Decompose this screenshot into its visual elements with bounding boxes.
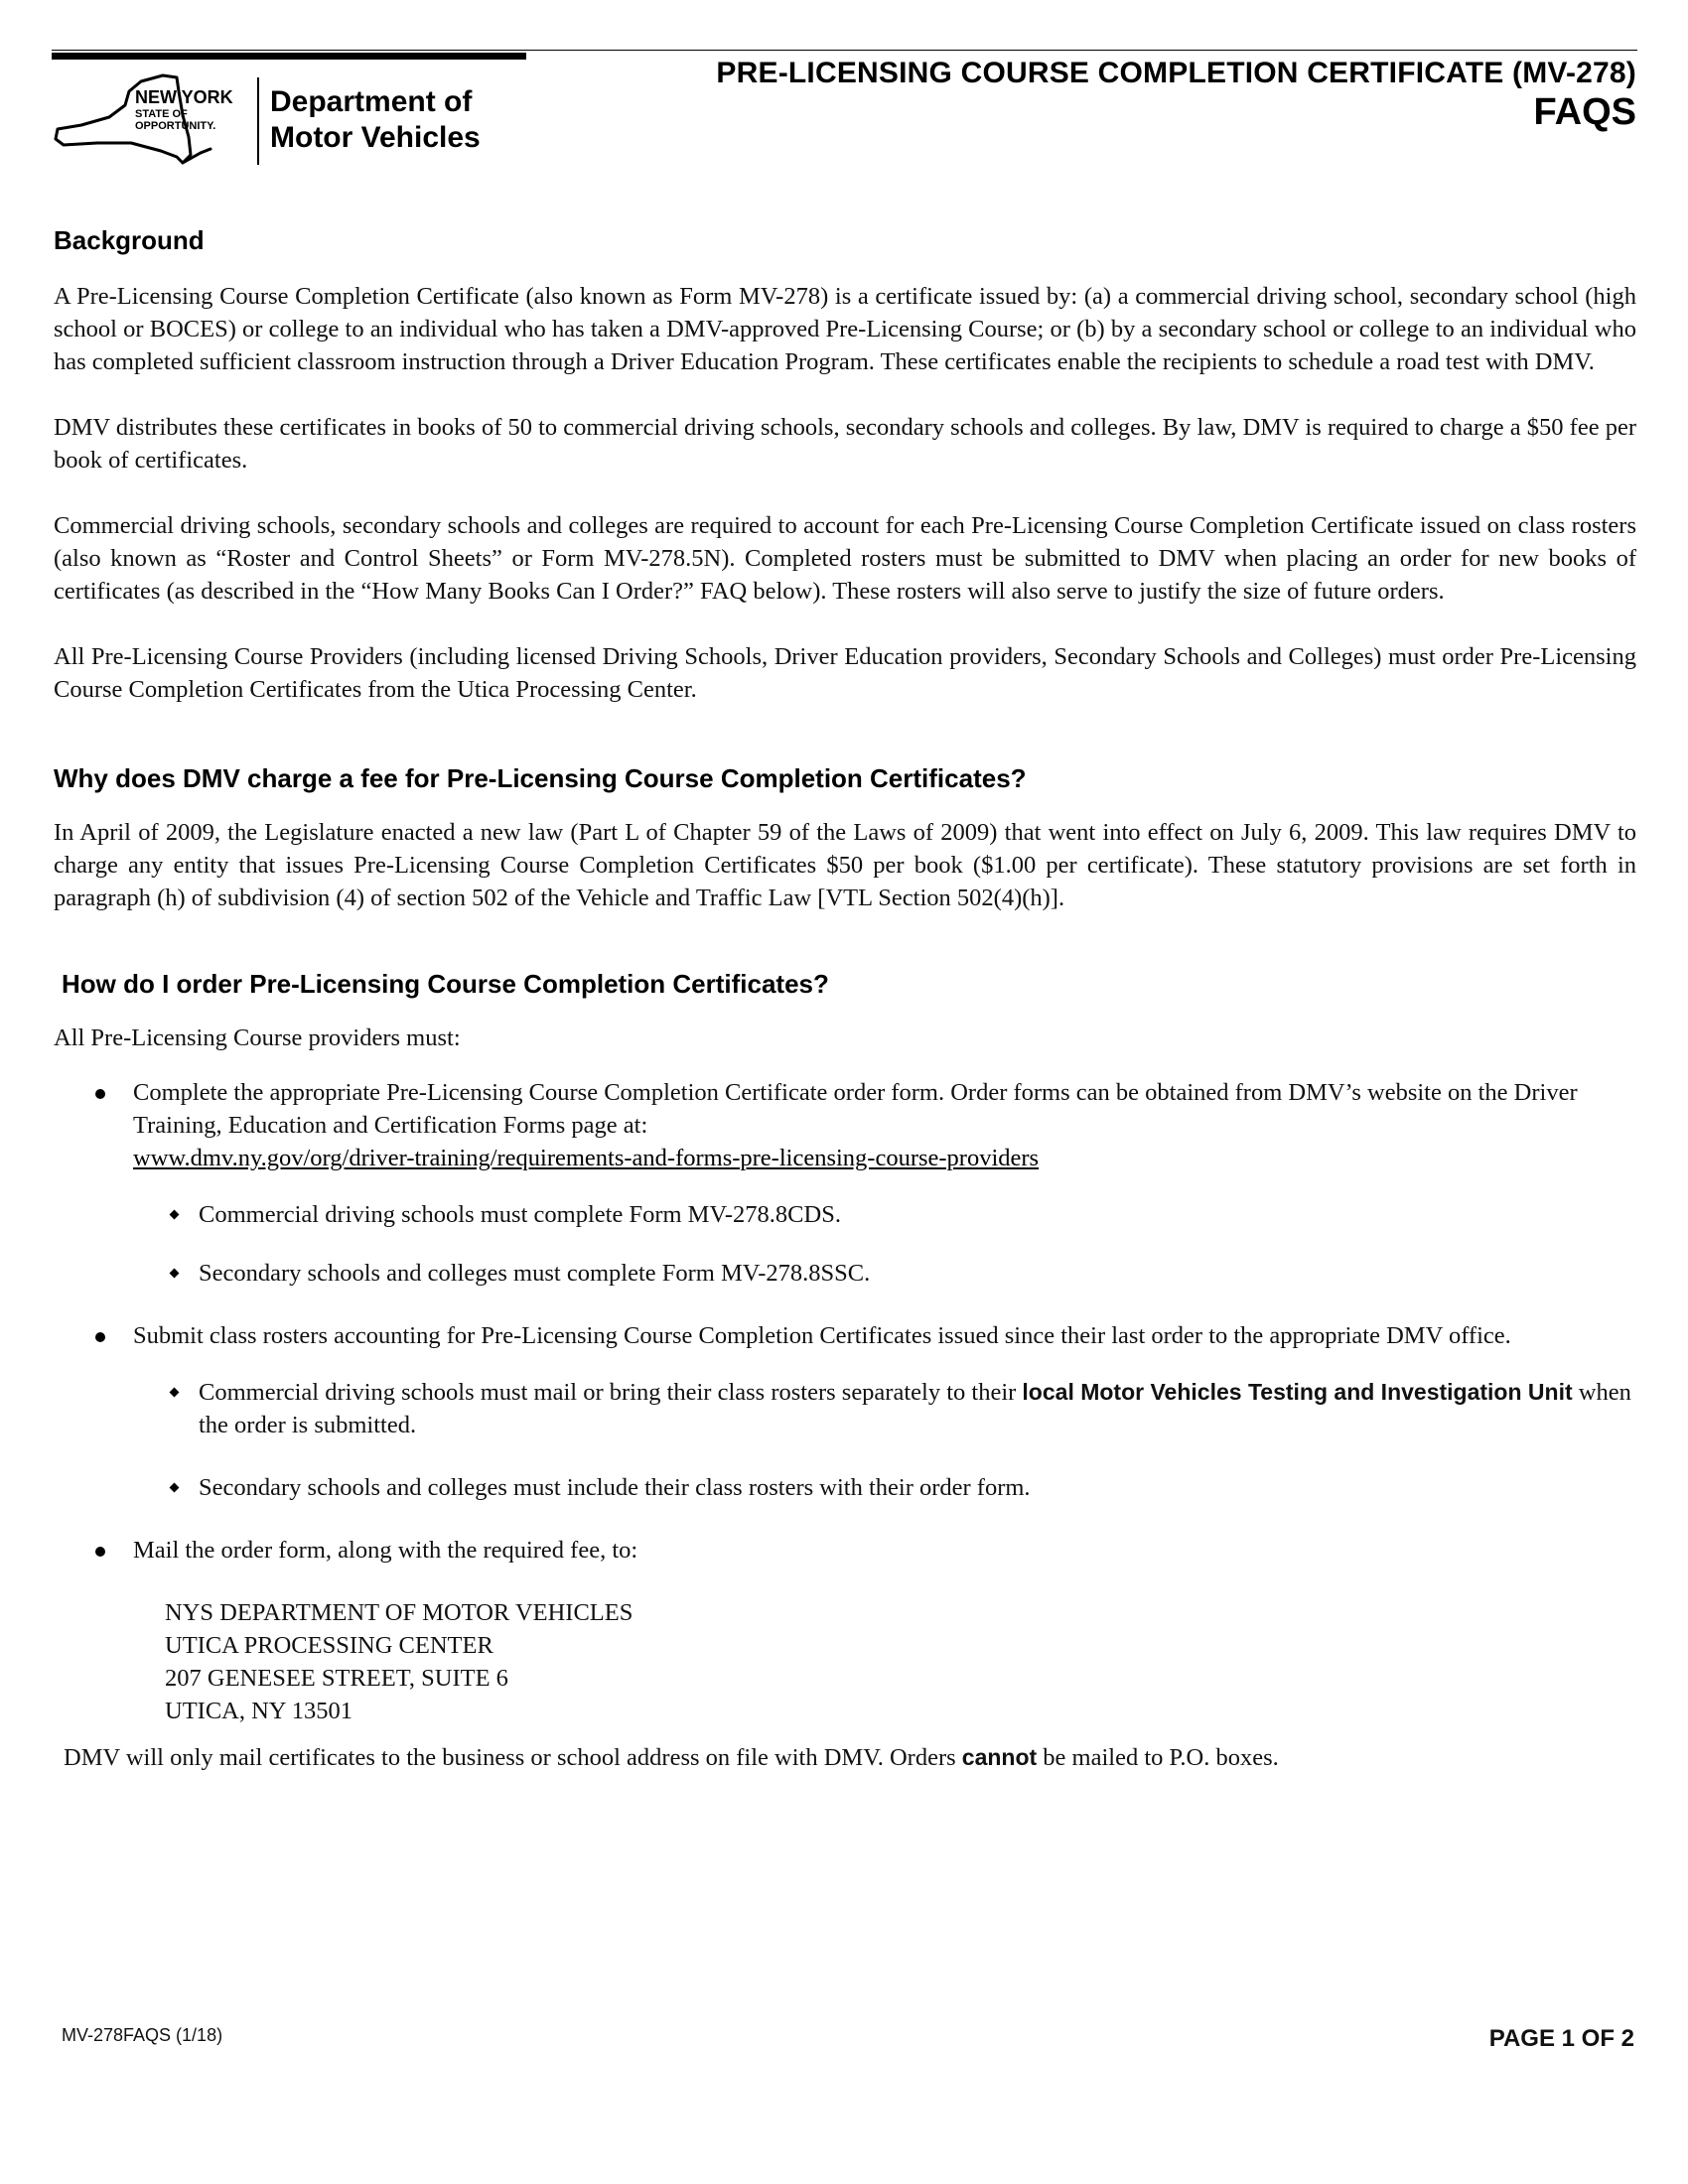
order-step-3-text: Mail the order form, along with the required fee, to: — [133, 1537, 638, 1564]
background-heading: Background — [54, 225, 205, 255]
logo-divider — [257, 77, 259, 165]
page-number: PAGE 1 OF 2 — [1488, 2025, 1634, 2052]
order-heading: How do I order Pre-Licensing Course Completion Certificates? — [62, 969, 829, 999]
order-step-1-text: Complete the appropriate Pre-Licensing Course Completion Certificate order form. Order forms can be obtained from DMV’s website on the Driver Training, Education and Certification Forms page at: — [133, 1079, 1578, 1139]
order-step-2-text: Submit class rosters accounting for Pre-Licensing Course Completion Certificates issued since their last order to the appropriate DMV office. — [133, 1322, 1511, 1349]
roster-instructions-list — [133, 1376, 1636, 1504]
document-body — [54, 224, 1636, 1774]
diamond-bullet-icon — [170, 1388, 180, 1398]
logo-state-line3: OPPORTUNITY. — [135, 120, 216, 132]
header-accent-bar — [52, 53, 526, 60]
order-intro: All Pre-Licensing Course providers must: — [54, 1024, 461, 1051]
document-title-block — [716, 56, 1636, 133]
form-type-list — [133, 1198, 1636, 1290]
bullet-icon — [95, 1547, 105, 1557]
order-step-mail-form — [54, 1534, 1636, 1567]
logo-state-line2: STATE OF — [135, 108, 188, 120]
form-cds-item: Commercial driving schools must complete Form MV-278.8CDS. — [133, 1198, 1636, 1231]
order-steps-list — [54, 1076, 1636, 1567]
document-subtitle: FAQS — [1533, 91, 1636, 133]
fee-paragraph: In April of 2009, the Legislature enacted a new law (Part L of Chapter 59 of the Laws of 2009) that went into effect on July 6, 2009. This law requires DMV to charge any entity that issues Pre-Licensing Course Completion Certificates $50 per book ($1.00 per certificate). These statutory provisions are set forth in paragraph (h) of subdivision (4) of section 502 of the Vehicle and Traffic Law [VTL Section 502(4)(h)]. — [54, 819, 1636, 911]
roster-cds-item: Commercial driving schools must mail or bring their class rosters separately to their local Motor Vehicles Testing and Investigation Unit when the order is submitted. — [133, 1376, 1636, 1441]
address-line-3: 207 GENESEE STREET, SUITE 6 — [165, 1665, 508, 1692]
address-line-2: UTICA PROCESSING CENTER — [165, 1632, 493, 1659]
bullet-icon — [95, 1332, 105, 1342]
mailing-address — [165, 1596, 1636, 1727]
background-paragraph-3: Commercial driving schools, secondary schools and colleges are required to account for each Pre-Licensing Course Completion Certificate issued on class rosters (also known as “Roster and Control Sheets” or Form MV-278.5N). Completed rosters must be submitted to DMV when placing an order for new books of certificates (as described in the “How Many Books Can I Order?” FAQ below). These rosters will also serve to justify the size of future orders. — [54, 512, 1636, 605]
background-paragraph-2: DMV distributes these certificates in books of 50 to commercial driving schools, secondary schools and colleges. By law, DMV is required to charge a $50 fee per book of certificates. — [54, 414, 1636, 474]
logo-state-name: NEW YORK — [135, 87, 233, 107]
logo-department-line1: Department of — [270, 85, 473, 118]
cannot-emphasis: cannot — [961, 1744, 1038, 1770]
bullet-icon — [95, 1089, 105, 1099]
form-id: MV-278FAQS (1/18) — [62, 2025, 223, 2045]
order-step-submit-rosters — [54, 1319, 1636, 1504]
form-ssc-item: Secondary schools and colleges must complete Form MV-278.8SSC. — [133, 1257, 1636, 1290]
closing-note: DMV will only mail certificates to the business or school address on file with DMV. Orders cannot be mailed to P.O. boxes. — [64, 1744, 1279, 1771]
diamond-bullet-icon — [170, 1269, 180, 1279]
header-rule — [52, 50, 1637, 51]
logo-department-line2: Motor Vehicles — [270, 121, 481, 154]
testing-unit-emphasis: local Motor Vehicles Testing and Investigation Unit — [1022, 1379, 1573, 1405]
order-step-complete-form — [54, 1076, 1636, 1290]
document-title: PRE-LICENSING COURSE COMPLETION CERTIFICATE (MV-278) — [716, 57, 1636, 89]
diamond-bullet-icon — [170, 1210, 180, 1220]
address-line-1: NYS DEPARTMENT OF MOTOR VEHICLES — [165, 1599, 633, 1626]
background-paragraph-4: All Pre-Licensing Course Providers (including licensed Driving Schools, Driver Education providers, Secondary Schools and Colleges) must order Pre-Licensing Course Completion Certificates from the Utica Processing Center. — [54, 643, 1636, 703]
roster-ssc-item: Secondary schools and colleges must include their class rosters with their order form. — [133, 1471, 1636, 1504]
address-line-4: UTICA, NY 13501 — [165, 1698, 352, 1724]
nys-dmv-logo — [52, 71, 518, 171]
fee-heading: Why does DMV charge a fee for Pre-Licensing Course Completion Certificates? — [54, 763, 1027, 793]
diamond-bullet-icon — [170, 1483, 180, 1493]
forms-page-link[interactable]: www.dmv.ny.gov/org/driver-training/requirements-and-forms-pre-licensing-course-providers — [133, 1145, 1040, 1171]
background-paragraph-1: A Pre-Licensing Course Completion Certificate (also known as Form MV-278) is a certificate issued by: (a) a commercial driving school, secondary school (high school or BOCES) or college to an individual who has taken a DMV-approved Pre-Licensing Course; or (b) by a secondary school or college to an individual who has completed sufficient classroom instruction through a Driver Education Program. These certificates enable the recipients to schedule a road test with DMV. — [54, 283, 1636, 375]
